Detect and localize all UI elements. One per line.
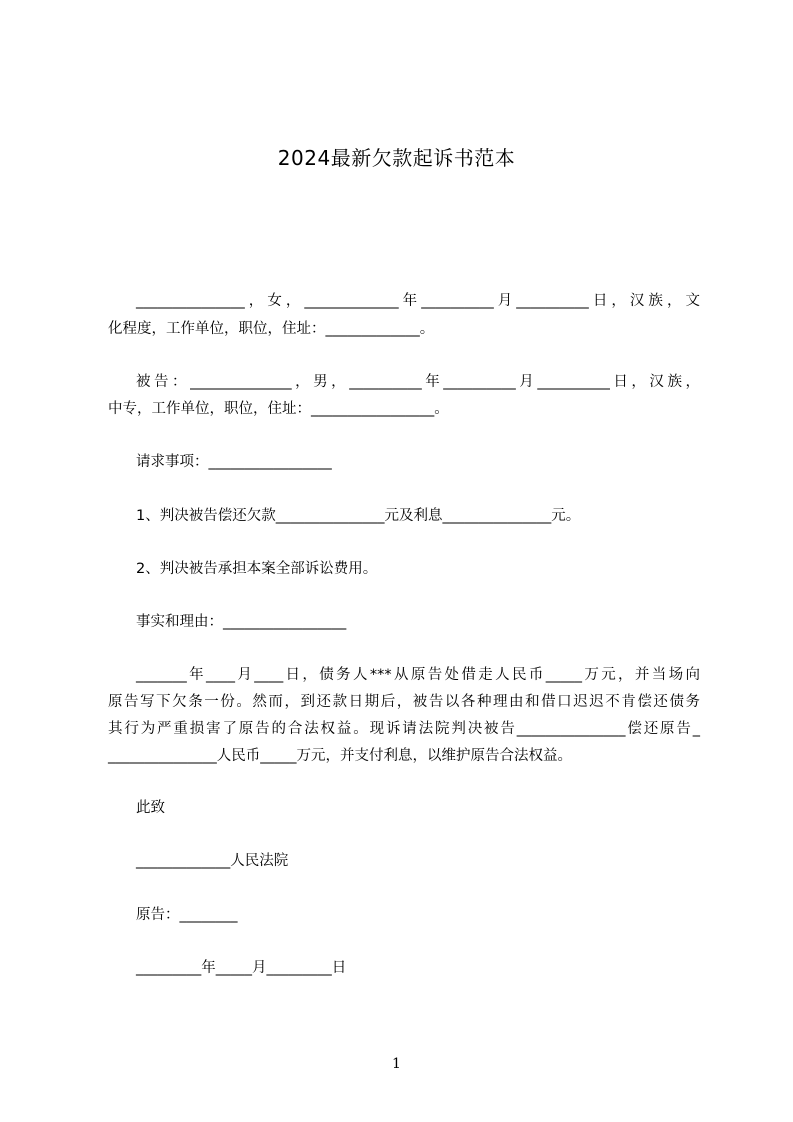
- defendant-line-2: 中专，工作单位，职位，住址：_________________。: [108, 401, 449, 417]
- claim-1: 1、判决被告偿还欠款_______________元及利息_______________元。: [136, 508, 581, 524]
- plaintiff-signature: 原告：________: [136, 907, 238, 923]
- facts-line-1: _______年____月____日，债务人***从原告处借走人民币_____万元，并当场向: [136, 667, 700, 683]
- facts-line-3: 其行为严重损害了原告的合法权益。现诉请法院判决被告_______________偿还原告_: [108, 721, 700, 737]
- date-line: _________年_____月_________日: [136, 960, 347, 976]
- plaintiff-line-2: 化程度，工作单位，职位，住址：_____________。: [108, 321, 435, 337]
- facts-label: 事实和理由：_________________: [136, 614, 347, 630]
- court-line: _____________人民法院: [136, 853, 289, 869]
- plaintiff-line-1: _______________，女，_____________年__________月__________日，汉族，文: [136, 293, 700, 309]
- claim-2: 2、判决被告承担本案全部诉讼费用。: [136, 561, 378, 577]
- closing-text: 此致: [136, 800, 165, 816]
- defendant-line-1: 被告：______________，男，__________年__________月__________日，汉族，: [136, 374, 700, 390]
- page-number: 1: [392, 1056, 401, 1072]
- facts-line-2: 原告写下欠条一份。然而，到还款日期后，被告以各种理由和借口迟迟不肯偿还债务: [108, 694, 700, 710]
- document-title: 2024最新欠款起诉书范本: [277, 146, 516, 170]
- claims-label: 请求事项：_________________: [136, 454, 332, 470]
- facts-line-4: _______________人民币_____万元，并支付利息，以维护原告合法权益。: [108, 748, 572, 764]
